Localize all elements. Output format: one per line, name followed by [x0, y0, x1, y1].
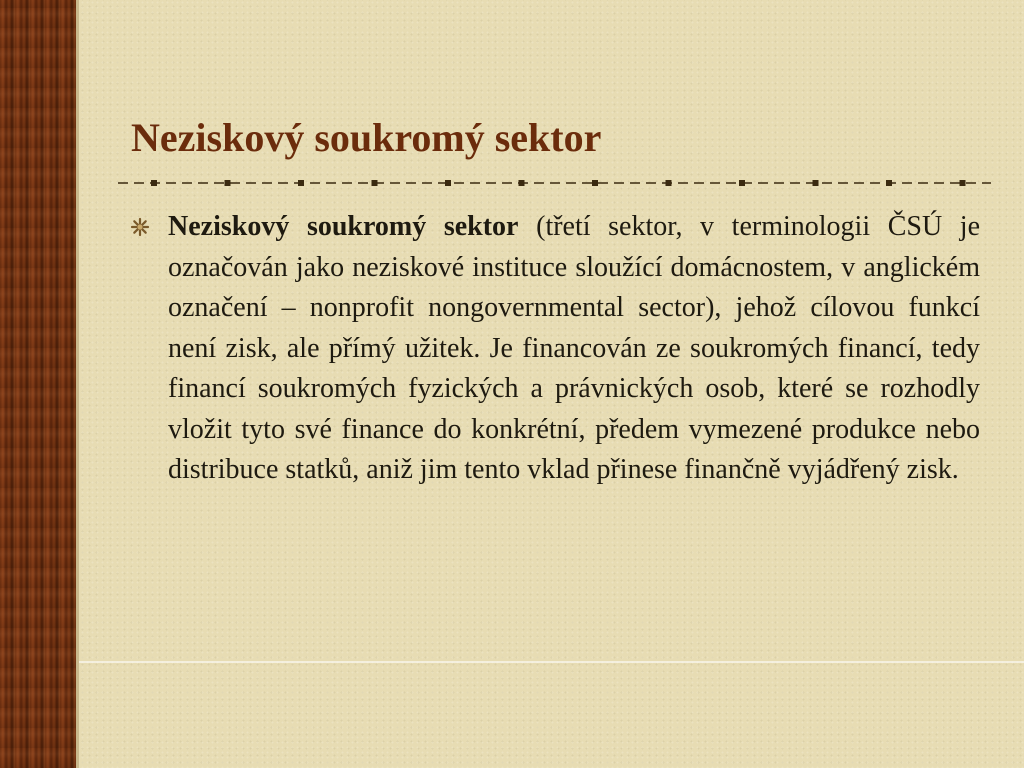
wood-texture-strip — [0, 0, 76, 768]
footer-line — [79, 661, 1024, 663]
content-area — [128, 207, 980, 491]
divider-dot — [445, 180, 451, 186]
divider-dot — [519, 180, 525, 186]
bullet-bold-lead: Neziskový soukromý sektor — [168, 211, 519, 242]
divider-dot — [739, 180, 745, 186]
bullet-text — [168, 207, 980, 491]
divider-dot — [666, 180, 672, 186]
divider-dot — [298, 180, 304, 186]
divider-dot — [372, 180, 378, 186]
divider-dot — [886, 180, 892, 186]
wood-strip-edge — [76, 0, 79, 768]
divider-dot — [592, 180, 598, 186]
divider-dot — [813, 180, 819, 186]
divider-dot — [960, 180, 966, 186]
divider-dot — [151, 180, 157, 186]
bullet-body-text: (třetí sektor, v terminologii ČSÚ je označován jako neziskové instituce sloužící domácnostem, v anglickém označení – nonprofit nongovernmental sector), jehož cílovou funkcí není zisk, ale přímý užitek. Je financován ze soukromých financí, tedy financí soukromých fyzických a právnických osob, které se rozhodly vložit tyto své finance do konkrétní, předem vymezené produkce nebo distribuce statků, aniž jim tento vklad přinese finančně vyjádřený zisk. — [168, 211, 981, 485]
slide-title: Neziskový soukromý sektor — [131, 115, 602, 160]
bullet-item — [128, 207, 980, 491]
starburst-bullet-icon — [130, 217, 150, 237]
dashed-divider — [118, 175, 991, 191]
divider-dot — [225, 180, 231, 186]
